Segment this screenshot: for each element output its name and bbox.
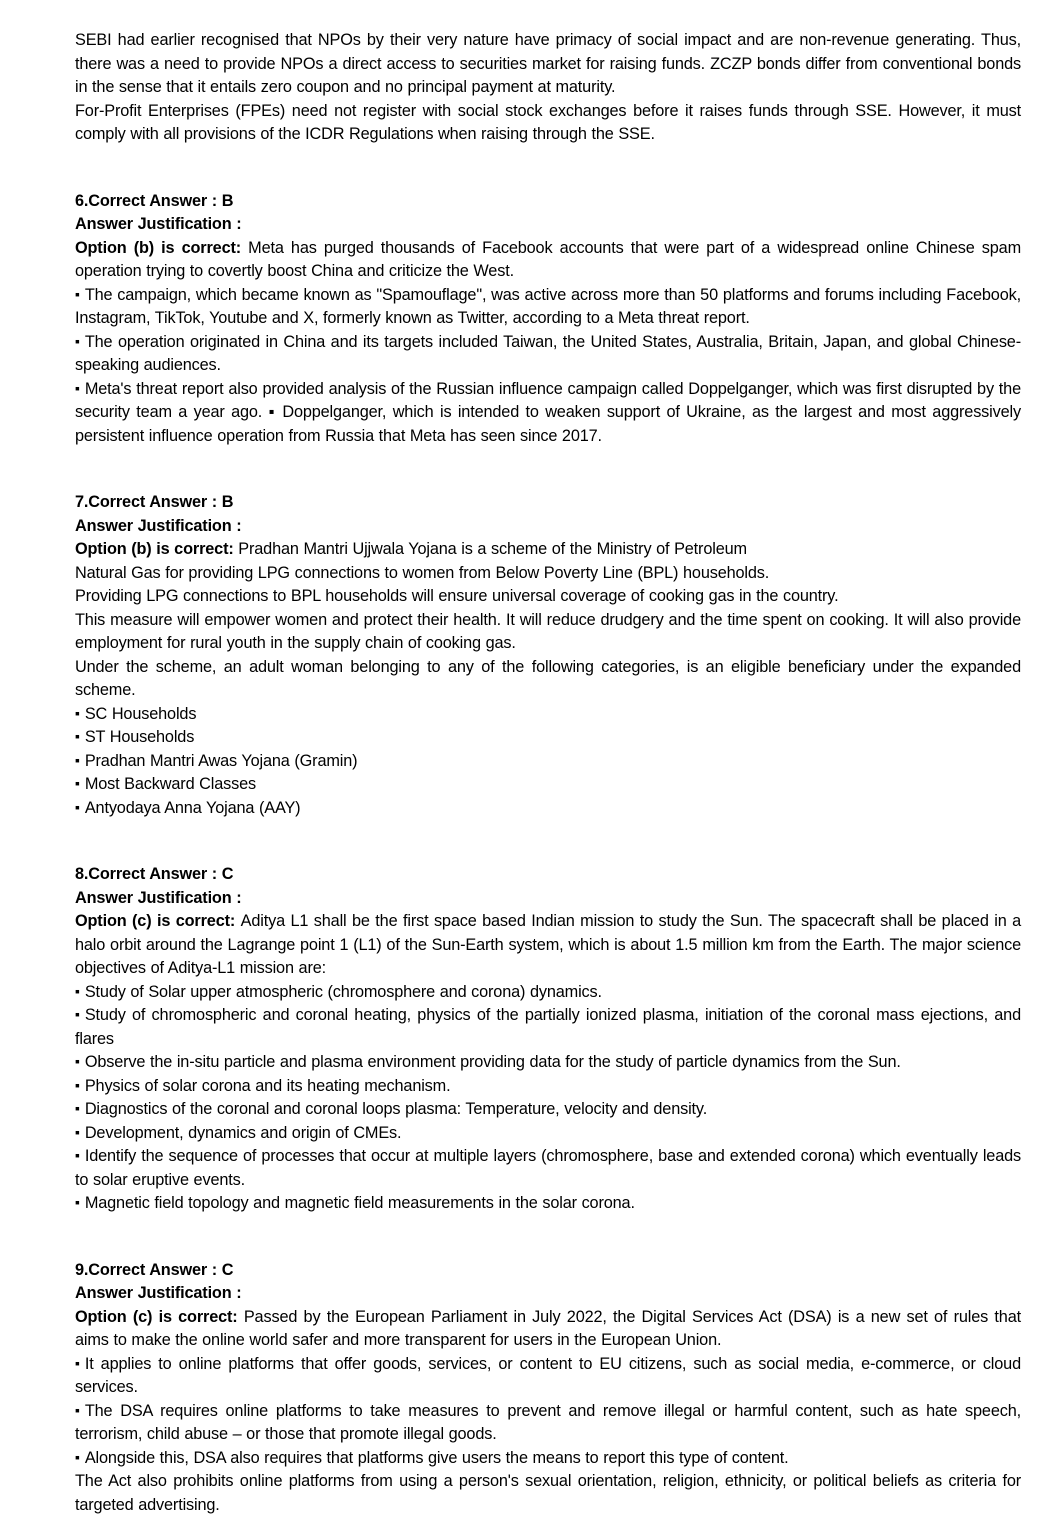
bullet-item: ▪ Study of chromospheric and coronal heating, physics of the partially ionized plasma, initiation of the coronal mass ejections, and flares [75,1004,1021,1051]
bullet-square-icon: ▪ [75,379,80,396]
bullet-square-icon: ▪ [75,1147,80,1163]
bullet-square-icon: ▪ [75,1354,80,1371]
bullet-item: ▪ Development, dynamics and origin of CMEs. [75,1122,1021,1146]
bullet-square-icon: ▪ [75,1194,80,1210]
bullet-item: ▪ Identify the sequence of processes that occur at multiple layers (chromosphere, base and extended corona) which eventually leads to solar eruptive events. [75,1145,1021,1192]
answer-explanation: Option (c) is correct: Passed by the European Parliament in July 2022, the Digital Services Act (DSA) is a new set of rules that aims to make the online world safer and more transparent for users in the European Union. [75,1307,1021,1349]
bullet-item: ▪ The campaign, which became known as "Spamouflage", was active across more than 50 platforms and forums including Facebook, Instagram, TikTok, Youtube and X, formerly known as Twitter, according to a Meta threat report. [75,284,1021,331]
bullet-item: ▪ Observe the in-situ particle and plasma environment providing data for the study of particle dynamics from the Sun. [75,1051,1021,1075]
paragraph: Providing LPG connections to BPL households will ensure universal coverage of cooking gas in the country. [75,587,839,605]
section-heading: 9.Correct Answer : C [75,1260,234,1279]
answer-explanation: Option (b) is correct: Pradhan Mantri Ujjwala Yojana is a scheme of the Ministry of Petroleum [75,540,747,558]
bullet-square-icon: ▪ [75,751,80,768]
paragraph: For-Profit Enterprises (FPEs) need not register with social stock exchanges before it raises funds through SSE. However, it must comply with all provisions of the ICDR Regulations when raising through the SSE. [75,101,1021,143]
bold-lead-label: Option (b) is correct: [75,540,239,558]
section-heading: Answer Justification : [75,215,242,233]
bullet-item: ▪ The DSA requires online platforms to take measures to prevent and remove illegal or harmful content, such as hate speech, terrorism, child abuse – or those that promote illegal goods. [75,1400,1021,1447]
paragraph: Natural Gas for providing LPG connections to women from Below Poverty Line (BPL) households. [75,563,770,582]
bold-lead-label: Option (c) is correct: [75,912,241,930]
bullet-item: ▪ It applies to online platforms that offer goods, services, or content to EU citizens, such as social media, e-commerce, or cloud services. [75,1353,1021,1400]
section-gap [75,1216,1021,1259]
section-gap [75,448,1021,491]
bullet-square-icon: ▪ [75,798,80,815]
bullet-item: ▪ The operation originated in China and its targets included Taiwan, the United States, Australia, Britain, Japan, and global Chinese-speaking audiences. [75,331,1021,378]
section-heading: Answer Justification : [75,1284,242,1302]
bullet-square-icon: ▪ [75,332,80,349]
paragraph: The Act also prohibits online platforms from using a person's sexual orientation, religion, ethnicity, or political beliefs as criteria for targeted advertising. [75,1472,1021,1514]
bullet-square-icon: ▪ [75,285,80,302]
bullet-item: ▪ Study of Solar upper atmospheric (chromosphere and corona) dynamics. [75,981,1021,1005]
bullet-square-icon: ▪ [75,704,80,721]
answer-explanation: Option (c) is correct: Aditya L1 shall be the first space based Indian mission to study the Sun. The spacecraft shall be placed in a halo orbit around the Lagrange point 1 (L1) of the Sun-Earth system, which is about 1.5 million km from the Earth. The major science objectives of Aditya-L1 mission are: [75,912,1021,977]
bullet-square-icon: ▪ [75,1076,80,1093]
bullet-item: ▪ Pradhan Mantri Awas Yojana (Gramin) [75,750,1021,774]
bullet-square-icon: ▪ [75,1053,80,1069]
bullet-square-icon: ▪ [75,728,80,744]
bold-lead-label: Option (c) is correct: [75,1307,244,1326]
bullet-item: ▪ Meta's threat report also provided analysis of the Russian influence campaign called Doppelganger, which was first disrupted by the security team a year ago. ▪ Doppelganger, which is intended to weaken support of Ukraine, as the largest and most aggressively persistent influence operation from Russia that Meta has seen since 2017. [75,378,1021,449]
section-heading: 6.Correct Answer : B [75,191,234,210]
section-gap [75,147,1021,190]
section-heading: Answer Justification : [75,888,242,907]
bullet-item: ▪ Alongside this, DSA also requires that platforms give users the means to report this type of content. [75,1447,1021,1471]
bullet-item: ▪ Magnetic field topology and magnetic field measurements in the solar corona. [75,1192,1021,1216]
paragraph: This measure will empower women and protect their health. It will reduce drudgery and the time spent on cooking. It will also provide employment for rural youth in the supply chain of cooking gas. [75,610,1021,652]
bullet-item: ▪ ST Households [75,726,1021,750]
bullet-item: ▪ Diagnostics of the coronal and coronal loops plasma: Temperature, velocity and density. [75,1098,1021,1122]
bold-lead-label: Option (b) is correct: [75,238,249,257]
bullet-square-icon: ▪ [75,982,80,999]
section-heading: 7.Correct Answer : B [75,493,234,511]
answer-explanation: Option (b) is correct: Meta has purged thousands of Facebook accounts that were part of a widespread online Chinese spam operation trying to covertly boost China and criticize the West. [75,238,1021,280]
bullet-square-icon: ▪ [75,775,80,791]
paragraph: SEBI had earlier recognised that NPOs by their very nature have primacy of social impact and are non-revenue generating. Thus, there was a need to provide NPOs a direct access to securities market for raising funds. ZCZP bonds differ from conventional bonds in the sense that it entails zero coupon and no principal payment at maturity. [75,31,1021,96]
bullet-item: ▪ SC Households [75,703,1021,727]
bullet-item: ▪ Antyodaya Anna Yojana (AAY) [75,797,1021,821]
bullet-square-icon: ▪ [75,1401,80,1418]
section-heading: Answer Justification : [75,516,242,535]
bullet-square-icon: ▪ [75,1006,80,1022]
bullet-item: ▪ Most Backward Classes [75,773,1021,797]
bullet-square-icon: ▪ [75,1100,80,1116]
section-heading: 8.Correct Answer : C [75,865,234,883]
section-gap [75,820,1021,863]
bullet-item: ▪ Physics of solar corona and its heating mechanism. [75,1075,1021,1099]
bullet-square-icon: ▪ [75,1123,80,1140]
paragraph: Under the scheme, an adult woman belonging to any of the following categories, is an eligible beneficiary under the expanded scheme. [75,657,1021,699]
bullet-square-icon: ▪ [75,1448,80,1465]
